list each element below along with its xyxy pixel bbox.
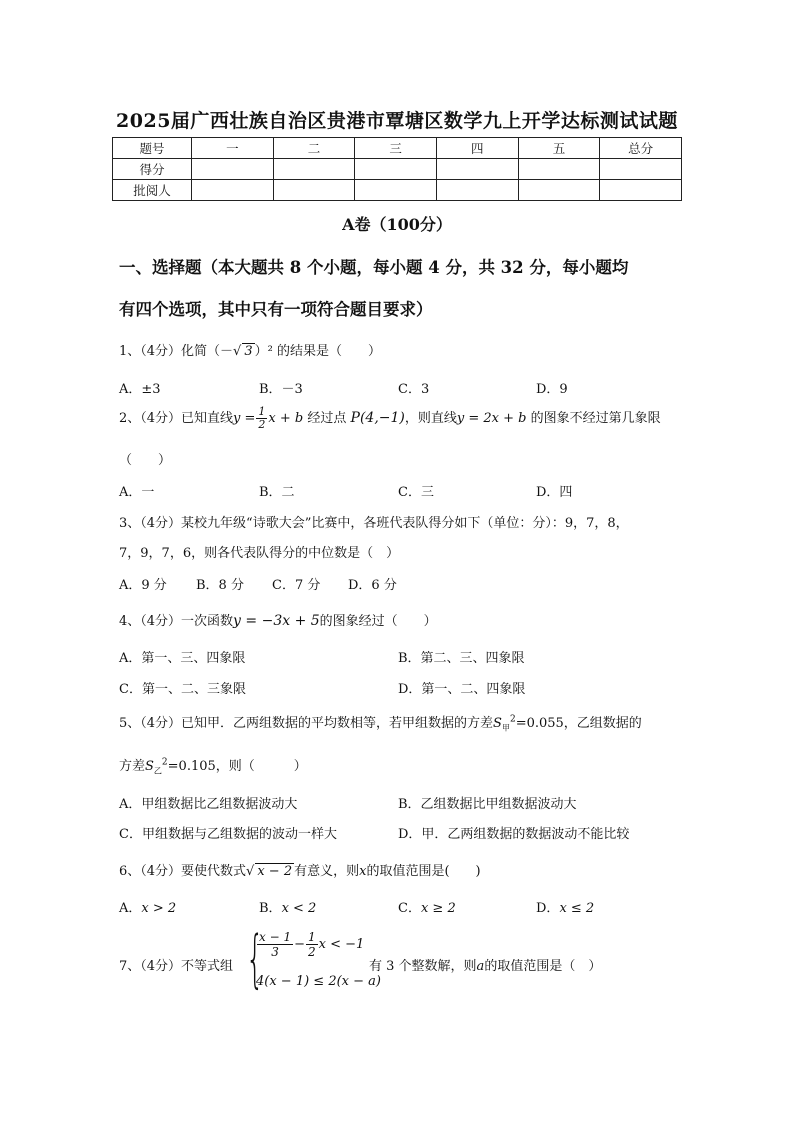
q2-prefix: 2、（4分）已知直线 [119, 411, 234, 426]
q3-option-d[interactable]: D．6 分 [348, 578, 397, 593]
q2-option-d[interactable]: D．四 [536, 485, 573, 500]
q4-option-c[interactable]: C．第一、二、三象限 [119, 682, 246, 697]
reviewer-cell[interactable] [192, 180, 274, 201]
q5-line2-prefix: 方差 [119, 759, 146, 774]
q1-prefix: 1、（4分）化简（－ [119, 344, 234, 359]
reviewer-row-label: 批阅人 [113, 180, 192, 201]
section-a-title: A卷（100分） [342, 215, 452, 234]
q6-option-c-expr: x ≥ 2 [420, 901, 456, 916]
score-cell[interactable] [436, 159, 518, 180]
q2-option-a[interactable]: A．一 [119, 485, 155, 500]
q6-prefix: 6、（4分）要使代数式 [119, 864, 247, 879]
q2-option-c[interactable]: C．三 [398, 485, 434, 500]
q5-s1-val: =0.055，乙组数据的 [515, 716, 642, 731]
q5-s1-sub: 甲 [501, 723, 510, 733]
q1-suffix: ）² 的结果是（ ） [254, 344, 381, 359]
q1-option-a[interactable]: A．±3 [119, 382, 161, 397]
question-3-line1: 3、（4分）某校九年级“诗歌大会”比赛中，各班代表队得分如下（单位：分）：9，7，8， [119, 516, 629, 531]
question-7-tail [369, 955, 601, 974]
q5-s2-square: 2 [161, 757, 168, 768]
q1-option-c[interactable]: C．3 [398, 382, 430, 397]
score-table [112, 137, 682, 201]
q5-s2-val: =0.105，则（ ） [167, 759, 307, 774]
q2-line2: y = 2x + b [456, 411, 527, 426]
reviewer-cell[interactable] [355, 180, 437, 201]
q7-mid: 有 3 个整数解，则 [369, 959, 477, 974]
q2-line1-rhs: x + b [268, 411, 304, 426]
q5-option-c[interactable]: C．甲组数据与乙组数据的波动一样大 [119, 827, 337, 842]
q4-option-a[interactable]: A．第一、三、四象限 [119, 651, 246, 666]
q6-option-b-expr: x < 2 [281, 901, 317, 916]
q1-option-b[interactable]: B．－3 [259, 382, 303, 397]
q2-suffix: 的图象不经过第几象限 [530, 411, 661, 426]
section-heading-line2: 有四个选项，其中只有一项符合题目要求） [119, 300, 433, 319]
score-cell[interactable] [192, 159, 274, 180]
q6-option-b[interactable] [259, 897, 316, 916]
score-header-cell: 三 [355, 138, 437, 159]
radical-symbol: √ [246, 864, 255, 879]
q6-option-a-label: A． [119, 901, 142, 916]
question-6 [119, 860, 481, 879]
q6-radicand: x − 2 [257, 864, 293, 879]
q2-fraction-num: 1 [258, 405, 266, 418]
q5-option-d[interactable]: D．甲．乙两组数据的数据波动不能比较 [398, 827, 630, 842]
score-header-cell: 一 [192, 138, 274, 159]
score-header-cell: 四 [436, 138, 518, 159]
score-header-cell: 二 [273, 138, 355, 159]
reviewer-row [113, 180, 682, 201]
section-heading-line1: 一、选择题（本大题共 8 个小题，每小题 4 分，共 32 分，每小题均 [119, 258, 629, 277]
q5-s2-sub: 乙 [153, 766, 162, 776]
q7-frac-1-num: x − 1 [259, 930, 292, 944]
q7-minus: − [294, 937, 305, 952]
q6-option-a[interactable] [119, 897, 176, 916]
score-row [113, 159, 682, 180]
question-3-line2: 7，9，7，6，则各代表队得分的中位数是（ ） [119, 546, 400, 561]
q5-line1-prefix: 5、（4分）已知甲．乙两组数据的平均数相等，若甲组数据的方差 [119, 716, 494, 731]
q6-var: x [359, 864, 367, 879]
system-brace: { [246, 922, 264, 995]
score-cell[interactable] [600, 159, 682, 180]
score-header-cell: 总分 [600, 138, 682, 159]
q4-option-b[interactable]: B．第二、三、四象限 [398, 651, 525, 666]
q7-ineq1-rhs: x < −1 [318, 937, 365, 952]
reviewer-cell[interactable] [436, 180, 518, 201]
q7-frac-2-num: 1 [308, 930, 316, 944]
question-5-line1 [119, 712, 642, 734]
q2-continuation: （ ） [119, 453, 172, 468]
q7-prefix: 7、（4分）不等式组 [119, 959, 234, 974]
score-cell[interactable] [355, 159, 437, 180]
q3-option-a[interactable]: A．9 分 [119, 578, 167, 593]
question-1 [119, 340, 381, 359]
q6-mid: 有意义，则 [294, 864, 360, 879]
q2-option-b[interactable]: B．二 [259, 485, 295, 500]
q6-option-b-label: B． [259, 901, 282, 916]
q7-var: a [476, 959, 485, 974]
reviewer-cell[interactable] [273, 180, 355, 201]
q6-option-c-label: C． [398, 901, 421, 916]
q3-option-b[interactable]: B．8 分 [196, 578, 244, 593]
q6-option-a-expr: x > 2 [141, 901, 177, 916]
question-4 [119, 610, 437, 629]
q6-option-c[interactable] [398, 897, 456, 916]
q7-frac-2-den: 2 [308, 945, 316, 959]
question-2 [119, 406, 661, 431]
q4-option-d[interactable]: D．第一、二、四象限 [398, 682, 526, 697]
q6-option-d-expr: x ≤ 2 [559, 901, 595, 916]
q5-s2: S [145, 759, 154, 774]
q4-suffix: 的图象经过（ ） [319, 614, 437, 629]
q6-suffix: 的取值范围是( ) [366, 864, 481, 879]
q2-line1-lhs: y = [233, 411, 256, 426]
reviewer-cell[interactable] [518, 180, 600, 201]
score-cell[interactable] [518, 159, 600, 180]
q5-s1-square: 2 [509, 714, 516, 725]
q5-s1: S [493, 716, 502, 731]
q5-option-b[interactable]: B．乙组数据比甲组数据波动大 [398, 797, 577, 812]
q2-fraction-den: 2 [258, 418, 266, 431]
q6-option-d-label: D． [536, 901, 560, 916]
q6-option-d[interactable] [536, 897, 594, 916]
q4-prefix: 4、（4分）一次函数 [119, 614, 234, 629]
q5-option-a[interactable]: A．甲组数据比乙组数据波动大 [119, 797, 298, 812]
q3-option-c[interactable]: C．7 分 [272, 578, 321, 593]
q7-inequality-1 [256, 930, 364, 959]
q7-inequality-2: 4(x − 1) ≤ 2(x − a) [256, 974, 381, 989]
q2-fraction [256, 406, 267, 431]
score-table-header-row [113, 138, 682, 159]
q2-point: P(4,−1) [350, 410, 405, 426]
question-5-line2 [119, 755, 307, 777]
q1-option-d[interactable]: D．9 [536, 382, 568, 397]
q1-radicand: 3 [244, 344, 253, 359]
q7-frac-2 [306, 930, 318, 959]
score-cell[interactable] [273, 159, 355, 180]
reviewer-cell[interactable] [600, 180, 682, 201]
radical-symbol: √ [233, 344, 242, 359]
q2-mid2: ，则直线 [404, 411, 457, 426]
q7-suffix: 的取值范围是（ ） [484, 959, 602, 974]
q2-mid: 经过点 [307, 411, 347, 426]
q7-frac-1 [257, 930, 293, 959]
score-row-label: 得分 [113, 159, 192, 180]
q4-expr: y = −3x + 5 [233, 613, 320, 629]
score-header-cell: 五 [518, 138, 600, 159]
score-header-cell: 题号 [113, 138, 192, 159]
q7-frac-1-den: 3 [271, 945, 279, 959]
exam-title: 2025届广西壮族自治区贵港市覃塘区数学九上开学达标测试试题 [116, 110, 678, 132]
